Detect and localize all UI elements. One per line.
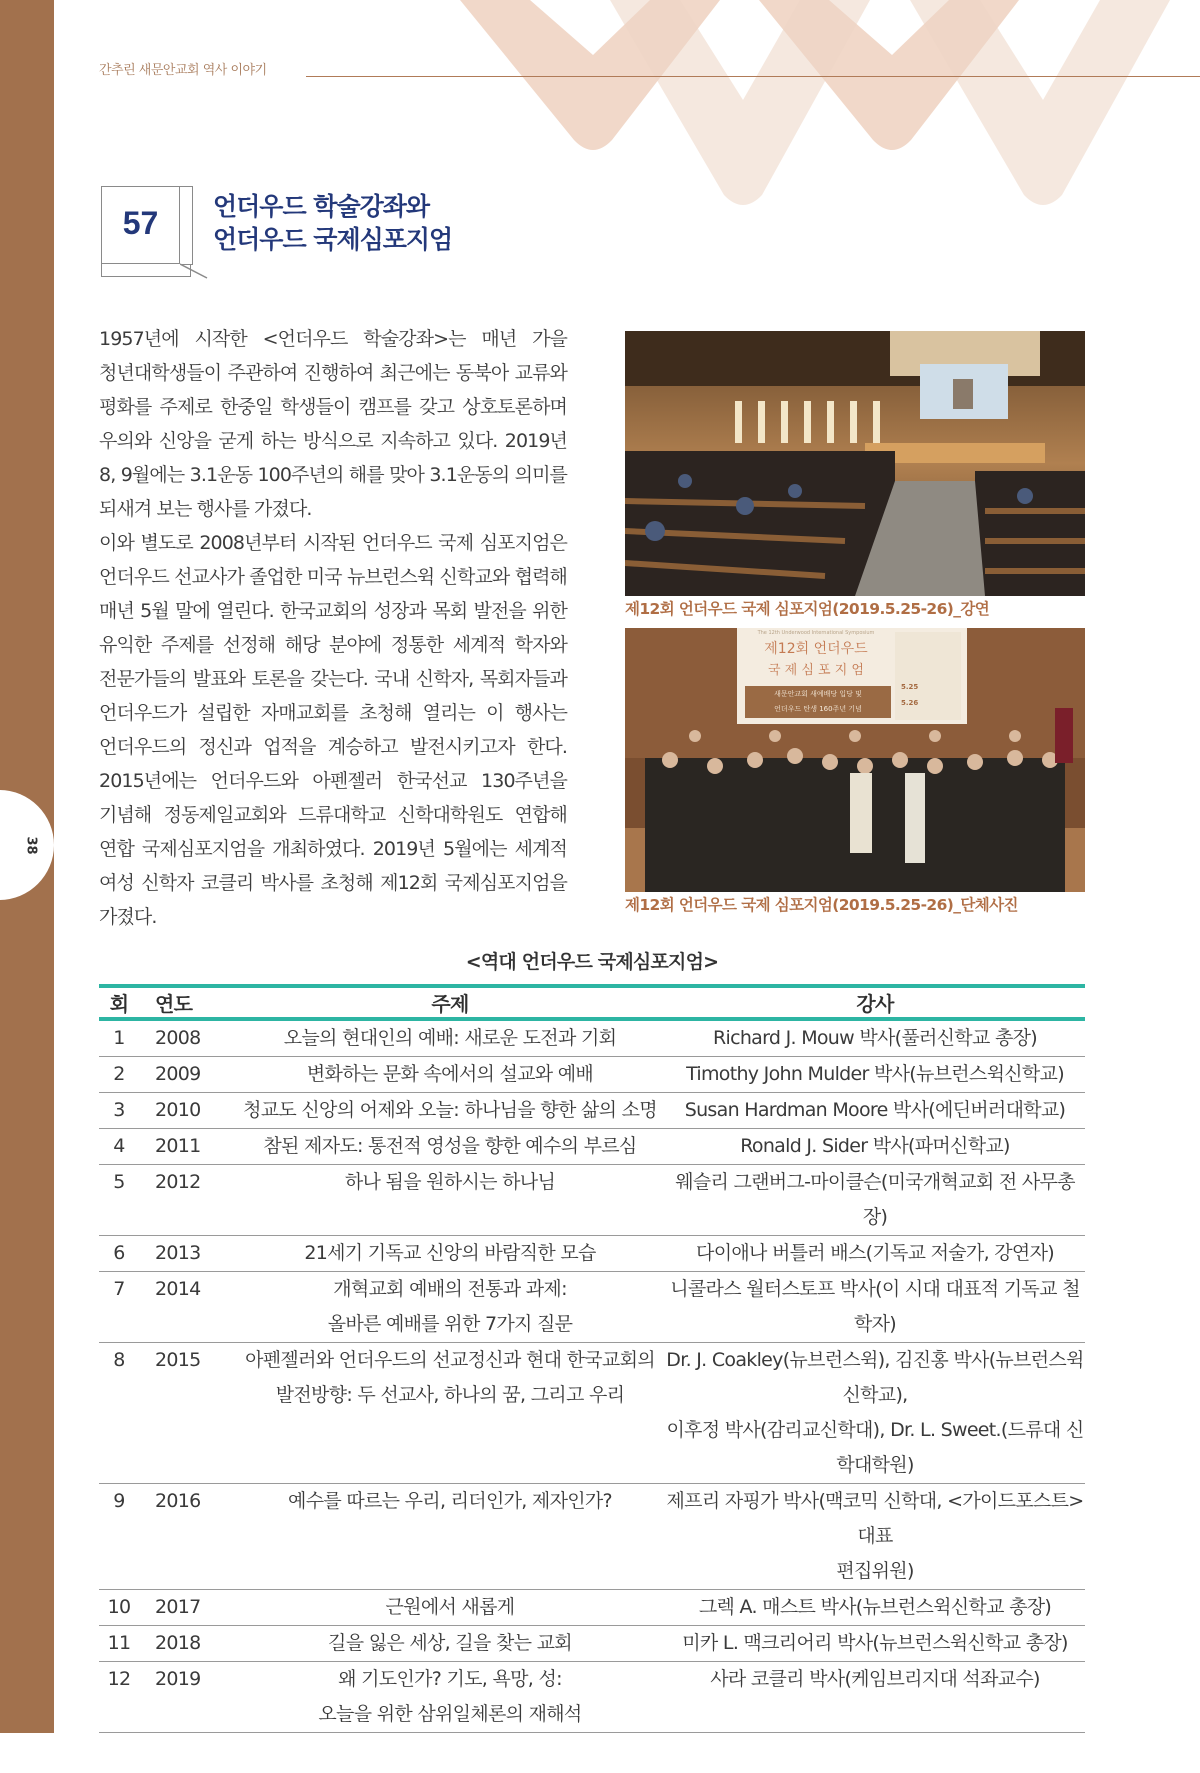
cell-theme <box>235 1165 665 1236</box>
cell-theme <box>235 1093 665 1129</box>
cell-no: 10 <box>99 1590 139 1626</box>
speaker-line: Ronald J. Sider 박사(파머신학교) <box>740 1135 1010 1157</box>
cell-speaker <box>665 1236 1085 1272</box>
theme-line: 아펜젤러와 언더우드의 선교정신과 현대 한국교회의 <box>245 1349 655 1371</box>
section-number: 57 <box>122 205 159 241</box>
header-speaker: 강사 <box>665 986 1085 1019</box>
cell-speaker <box>665 1626 1085 1662</box>
table-row <box>99 1626 1085 1662</box>
cell-speaker <box>665 1129 1085 1165</box>
theme-line: 올바른 예배를 위한 7가지 질문 <box>327 1313 573 1335</box>
speaker-line: 이후정 박사(감리교신학대), Dr. L. Sweet.(드류대 신학대학원) <box>666 1419 1084 1476</box>
cell-year: 2008 <box>139 1019 235 1057</box>
cell-no: 7 <box>99 1272 139 1343</box>
cell-theme <box>235 1272 665 1343</box>
photo-caption: 제12회 언더우드 국제 심포지엄(2019.5.25-26)_단체사진 <box>625 896 1018 914</box>
cell-no: 2 <box>99 1057 139 1093</box>
body-paragraph: 이와 별도로 2008년부터 시작된 언더우드 국제 심포지엄은 언더우드 선교사가 졸업한 미국 뉴브런스윅 신학교와 협력해 매년 5월 말에 열린다. 한국교회의 성장과 목회 발전을 위한 유익한 주제를 선정해 해당 분야에 정통한 세계적 학자와 전문가들의 발표와 토론을 갖는다. 국내 신학자, 목회자들과 언더우드가 설립한 자매교회를 초청해 열리는 이 행사는 언더우드의 정신과 업적을 계승하고 발전시키고자 한다. 2015년에는 언더우드와 아펜젤러 한국선교 130주년을 기념해 정동제일교회와 드류대학교 신학대학원도 연합해 연합 국제심포지엄을 개최하였다. 2019년 5월에는 세계적 여성 신학자 코클리 박사를 초청해 제12회 국제심포지엄을 가졌다. <box>99 532 567 928</box>
screen-date: 5.26 <box>901 699 919 707</box>
photo-caption: 제12회 언더우드 국제 심포지엄(2019.5.25-26)_강연 <box>625 600 990 618</box>
cell-no: 6 <box>99 1236 139 1272</box>
table-row <box>99 1165 1085 1236</box>
cell-no: 1 <box>99 1019 139 1057</box>
cell-year: 2012 <box>139 1165 235 1236</box>
speaker-line: 니콜라스 월터스토프 박사(이 시대 대표적 기독교 철학자) <box>670 1278 1080 1335</box>
table-title <box>99 950 1085 974</box>
screen-subtitle: The 12th Underwood International Symposium <box>757 630 875 636</box>
body-paragraph: 1957년에 시작한 <언더우드 학술강좌>는 매년 가을 청년대학생들이 주관하여 진행하여 최근에는 동북아 교류와 평화를 주제로 한중일 학생들이 캠프를 갖고 상호토론하며 우의와 신앙을 굳게 하는 방식으로 지속하고 있다. 2019년 8, 9월에는 3.1운동 100주년의 해를 맞아 3.1운동의 의미를 되새겨 보는 행사를 가졌다. <box>99 328 567 520</box>
cell-theme <box>235 1057 665 1093</box>
screen-banner-line: 언더우드 탄생 160주년 기념 <box>774 705 862 713</box>
cell-speaker <box>665 1484 1085 1590</box>
cell-theme <box>235 1484 665 1590</box>
table-row <box>99 1129 1085 1165</box>
table-row <box>99 1236 1085 1272</box>
cell-year: 2015 <box>139 1343 235 1484</box>
cell-speaker <box>665 1165 1085 1236</box>
section-title-line: 언더우드 국제심포지엄 <box>213 225 453 254</box>
cell-theme <box>235 1019 665 1057</box>
theme-line: 21세기 기독교 신앙의 바람직한 모습 <box>304 1242 596 1264</box>
table-row <box>99 1057 1085 1093</box>
theme-line: 왜 기도인가? 기도, 욕망, 성: <box>338 1668 562 1690</box>
screen-banner-line: 새문안교회 새예배당 입당 및 <box>774 690 862 698</box>
speaker-line: 다이애나 버틀러 배스(기독교 저술가, 강연자) <box>696 1242 1054 1264</box>
cell-speaker <box>665 1093 1085 1129</box>
speaker-line: Susan Hardman Moore 박사(에딘버러대학교) <box>684 1099 1066 1121</box>
theme-line: 변화하는 문화 속에서의 설교와 예배 <box>306 1063 594 1085</box>
cell-speaker <box>665 1590 1085 1626</box>
section-title-line: 언더우드 학술강좌와 <box>213 192 430 221</box>
cell-year: 2009 <box>139 1057 235 1093</box>
speaker-line: Timothy John Mulder 박사(뉴브런스윅신학교) <box>686 1063 1064 1085</box>
table-row <box>99 1343 1085 1484</box>
cell-no: 4 <box>99 1129 139 1165</box>
table-header-row <box>99 986 1085 1019</box>
theme-line: 근원에서 새롭게 <box>385 1596 515 1618</box>
speaker-line: 미카 L. 맥크리어리 박사(뉴브런스윅신학교 총장) <box>682 1632 1068 1654</box>
table-body <box>99 1019 1085 1733</box>
speaker-line: 사라 코클리 박사(케임브리지대 석좌교수) <box>710 1668 1040 1690</box>
cell-no: 3 <box>99 1093 139 1129</box>
header-year: 연도 <box>139 986 235 1019</box>
cell-year: 2016 <box>139 1484 235 1590</box>
header-theme: 주제 <box>235 986 665 1019</box>
cell-year: 2014 <box>139 1272 235 1343</box>
page-number: 38 <box>23 836 39 855</box>
speaker-line: Richard J. Mouw 박사(풀러신학교 총장) <box>713 1027 1037 1049</box>
speaker-line: 제프리 자핑가 박사(맥코믹 신학대, <가이드포스트> 대표 <box>666 1490 1084 1547</box>
theme-line: 오늘의 현대인의 예배: 새로운 도전과 기회 <box>283 1027 617 1049</box>
cell-year: 2013 <box>139 1236 235 1272</box>
table-row <box>99 1662 1085 1733</box>
theme-line: 발전방향: 두 선교사, 하나의 꿈, 그리고 우리 <box>275 1384 625 1406</box>
table-row <box>99 1093 1085 1129</box>
speaker-line: 편집위원) <box>836 1560 914 1582</box>
table-row <box>99 1019 1085 1057</box>
cell-year: 2017 <box>139 1590 235 1626</box>
cell-year: 2019 <box>139 1662 235 1733</box>
header-no: 회 <box>99 986 139 1019</box>
running-header: 간추린 새문안교회 역사 이야기 <box>99 63 267 78</box>
theme-line: 참된 제자도: 통전적 영성을 향한 예수의 부르심 <box>263 1135 637 1157</box>
table-row <box>99 1272 1085 1343</box>
cell-year: 2018 <box>139 1626 235 1662</box>
cell-no: 5 <box>99 1165 139 1236</box>
theme-line: 예수를 따르는 우리, 리더인가, 제자인가? <box>288 1490 612 1512</box>
table-row <box>99 1484 1085 1590</box>
cell-speaker <box>665 1662 1085 1733</box>
cell-speaker <box>665 1272 1085 1343</box>
cell-speaker <box>665 1343 1085 1484</box>
theme-line: 길을 잃은 세상, 길을 찾는 교회 <box>328 1632 572 1654</box>
cell-year: 2010 <box>139 1093 235 1129</box>
theme-line: 개혁교회 예배의 전통과 과제: <box>333 1278 567 1300</box>
theme-line: 오늘을 위한 삼위일체론의 재해석 <box>318 1703 582 1725</box>
body-text <box>99 322 567 934</box>
screen-title-line: 제12회 언더우드 <box>764 641 868 657</box>
cell-theme <box>235 1129 665 1165</box>
table-row <box>99 1590 1085 1626</box>
cell-no: 9 <box>99 1484 139 1590</box>
cell-no: 8 <box>99 1343 139 1484</box>
speaker-line: 그렉 A. 매스트 박사(뉴브런스윅신학교 총장) <box>698 1596 1052 1618</box>
cell-theme <box>235 1343 665 1484</box>
speaker-line: Dr. J. Coakley(뉴브런스윅), 김진홍 박사(뉴브런스윅 신학교), <box>666 1349 1084 1406</box>
cell-speaker <box>665 1057 1085 1093</box>
theme-line: 청교도 신앙의 어제와 오늘: 하나님을 향한 삶의 소명 <box>243 1099 657 1121</box>
symposium-table <box>99 984 1085 1733</box>
cell-no: 12 <box>99 1662 139 1733</box>
table-title-text: <역대 언더우드 국제심포지엄> <box>465 951 719 973</box>
speaker-line: 웨슬리 그랜버그-마이클슨(미국개혁교회 전 사무총장) <box>675 1171 1075 1228</box>
cell-speaker <box>665 1019 1085 1057</box>
cell-theme <box>235 1590 665 1626</box>
screen-title-line: 국 제 심 포 지 엄 <box>767 663 864 678</box>
cell-year: 2011 <box>139 1129 235 1165</box>
cell-theme <box>235 1662 665 1733</box>
cell-theme <box>235 1236 665 1272</box>
cell-no: 11 <box>99 1626 139 1662</box>
cell-theme <box>235 1626 665 1662</box>
theme-line: 하나 됨을 원하시는 하나님 <box>344 1171 556 1193</box>
screen-date: 5.25 <box>901 683 919 691</box>
